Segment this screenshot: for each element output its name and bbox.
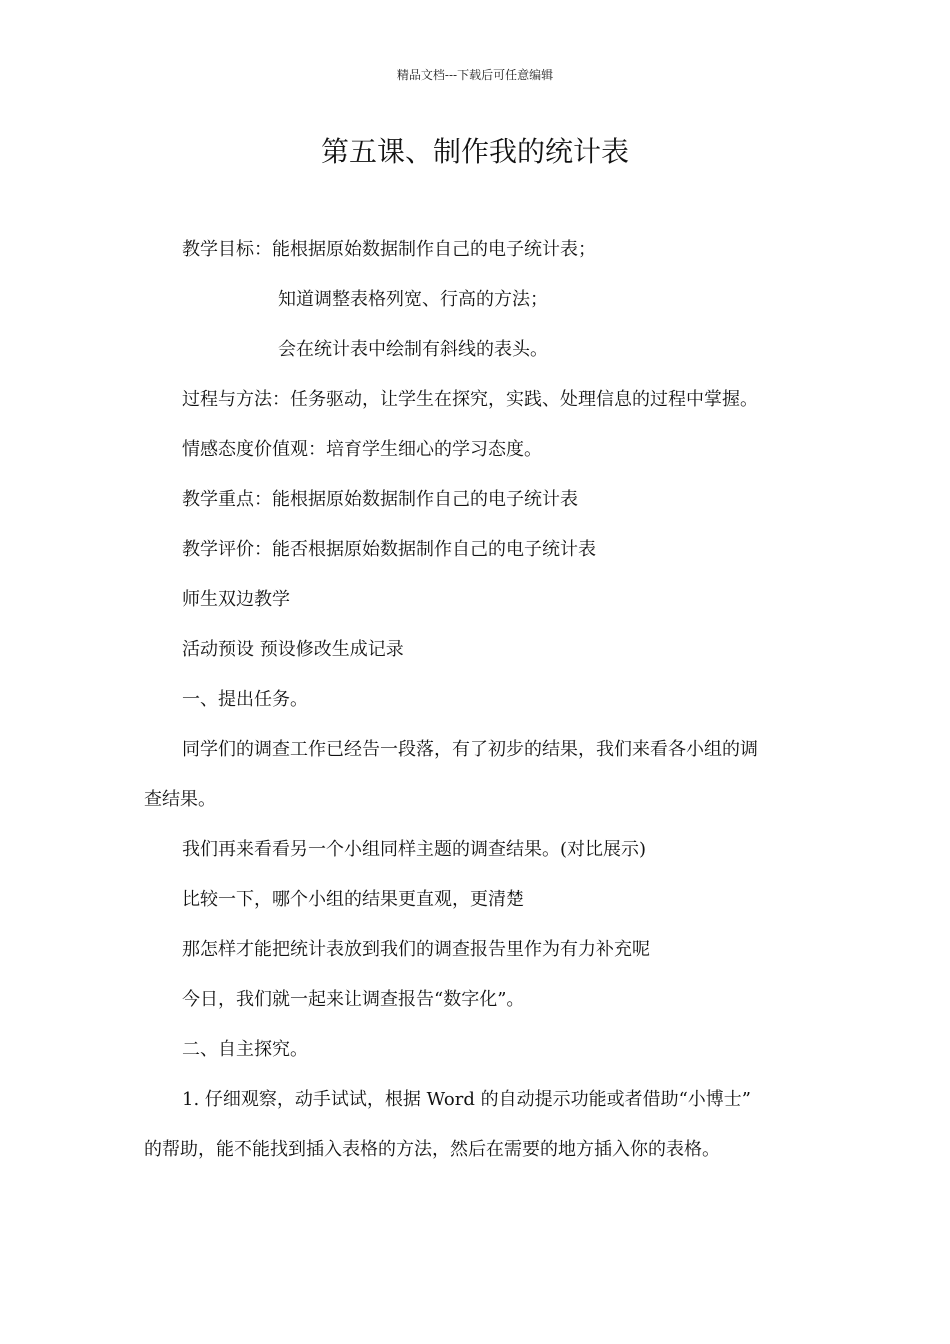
paragraph-evaluation: 教学评价：能否根据原始数据制作自己的电子统计表 — [182, 539, 596, 560]
section-heading-explore: 二、自主探究。 — [182, 1039, 308, 1060]
paragraph-survey-1-cont: 查结果。 — [144, 789, 216, 810]
paragraph-step-1-cont: 的帮助，能不能找到插入表格的方法，然后在需要的地方插入你的表格。 — [144, 1139, 720, 1160]
paragraph-activity: 活动预设 预设修改生成记录 — [182, 639, 404, 660]
paragraph-survey-1: 同学们的调查工作已经告一段落，有了初步的结果，我们来看各小组的调 — [182, 739, 758, 760]
paragraph-today: 今日，我们就一起来让调查报告“数字化”。 — [182, 989, 525, 1010]
paragraph-compare: 比较一下，哪个小组的结果更直观，更清楚 — [182, 889, 524, 910]
paragraph-goal-3: 会在统计表中绘制有斜线的表头。 — [278, 339, 548, 360]
paragraph-step-1: 1. 仔细观察，动手试试，根据 Word 的自动提示功能或者借助“小博士” — [182, 1089, 751, 1110]
page-header-note: 精品文档---下载后可任意编辑 — [396, 68, 554, 82]
paragraph-survey-2: 我们再来看看另一个小组同样主题的调查结果。(对比展示) — [182, 839, 647, 860]
paragraph-attitude: 情感态度价值观：培育学生细心的学习态度。 — [182, 439, 542, 460]
paragraph-goal-2: 知道调整表格列宽、行高的方法； — [278, 289, 548, 310]
document-title: 第五课、制作我的统计表 — [320, 135, 629, 168]
paragraph-key-point: 教学重点：能根据原始数据制作自己的电子统计表 — [182, 489, 578, 510]
section-heading-task: 一、提出任务。 — [182, 689, 308, 710]
paragraph-teaching-goal: 教学目标：能根据原始数据制作自己的电子统计表； — [182, 239, 596, 260]
paragraph-teacher-student: 师生双边教学 — [182, 589, 290, 610]
paragraph-process-method: 过程与方法：任务驱动，让学生在探究，实践、处理信息的过程中掌握。 — [182, 389, 758, 410]
paragraph-how: 那怎样才能把统计表放到我们的调查报告里作为有力补充呢 — [182, 939, 650, 960]
